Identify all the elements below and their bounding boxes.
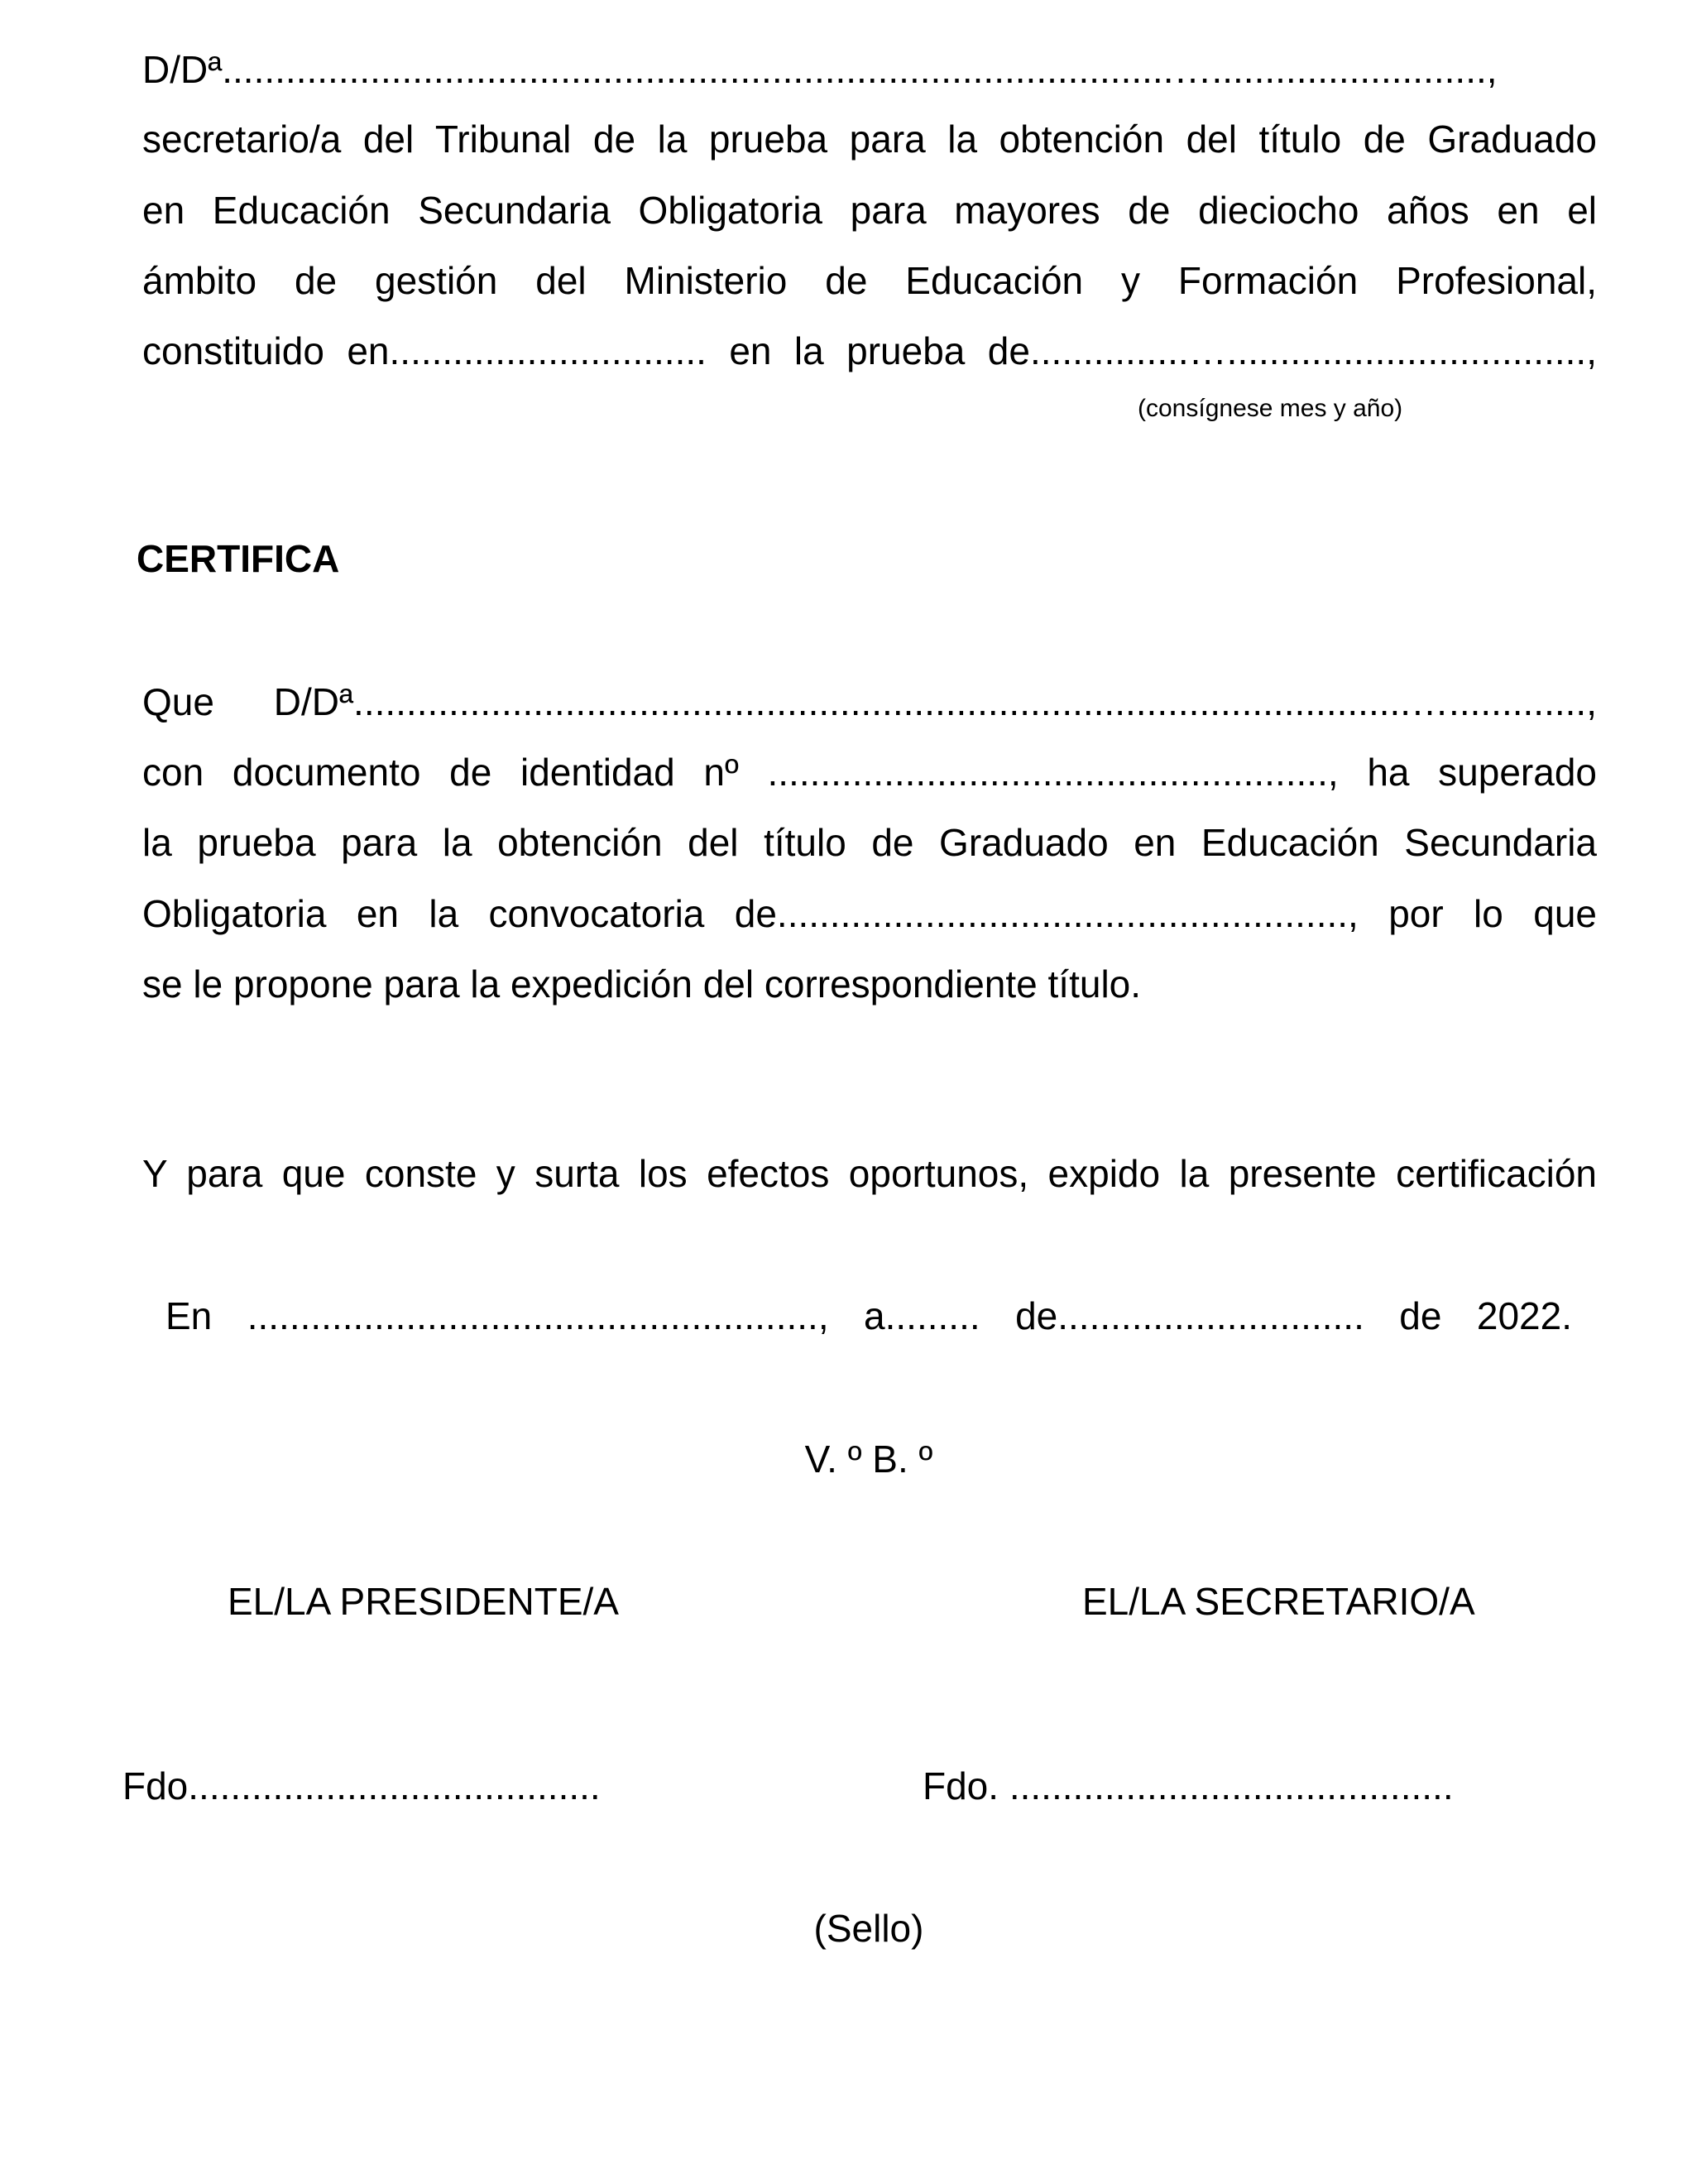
intro-line-ministry: ámbito de gestión del Ministerio de Educación y Formación Profesional, [142,259,1597,302]
intro-line-name: D/Dª..........................................................................................….........................., [142,48,1498,91]
cert-line-document: con documento de identidad nº ....................................................., ha superado [142,751,1597,794]
cert-line-name: Que D/Dª....................................................................................................…............., [142,680,1597,723]
certifica-heading: CERTIFICA [137,537,340,580]
date-hint-note: (consígnese mes y año) [1138,395,1403,422]
place-date-line: En ......................................................, a......... de............................. de 2022. [165,1294,1572,1337]
intro-line-secretary: secretario/a del Tribunal de la prueba para la obtención del título de Graduado [142,118,1597,161]
approval-mark: V. º B. º [804,1438,933,1481]
cert-line-convocation: Obligatoria en la convocatoria de......................................................, por lo que [142,892,1597,935]
president-signature-line: Fdo....................................... [122,1764,601,1807]
secretary-signature-line: Fdo. .......................................... [923,1764,1454,1807]
closing-statement: Y para que conste y surta los efectos oportunos, expido la presente certificación [142,1152,1597,1195]
president-role-label: EL/LA PRESIDENTE/A [228,1580,619,1623]
seal-placeholder: (Sello) [813,1907,924,1950]
cert-line-test: la prueba para la obtención del título de Graduado en Educación Secundaria [142,821,1597,864]
cert-line-proposal: se le propone para la expedición del correspondiente título. [142,962,1142,1006]
intro-line-constituted: constituido en.............................. en la prueba de...............….................................., [142,329,1597,372]
secretary-role-label: EL/LA SECRETARIO/A [1082,1580,1475,1623]
intro-line-education: en Educación Secundaria Obligatoria para mayores de dieciocho años en el [142,189,1597,232]
